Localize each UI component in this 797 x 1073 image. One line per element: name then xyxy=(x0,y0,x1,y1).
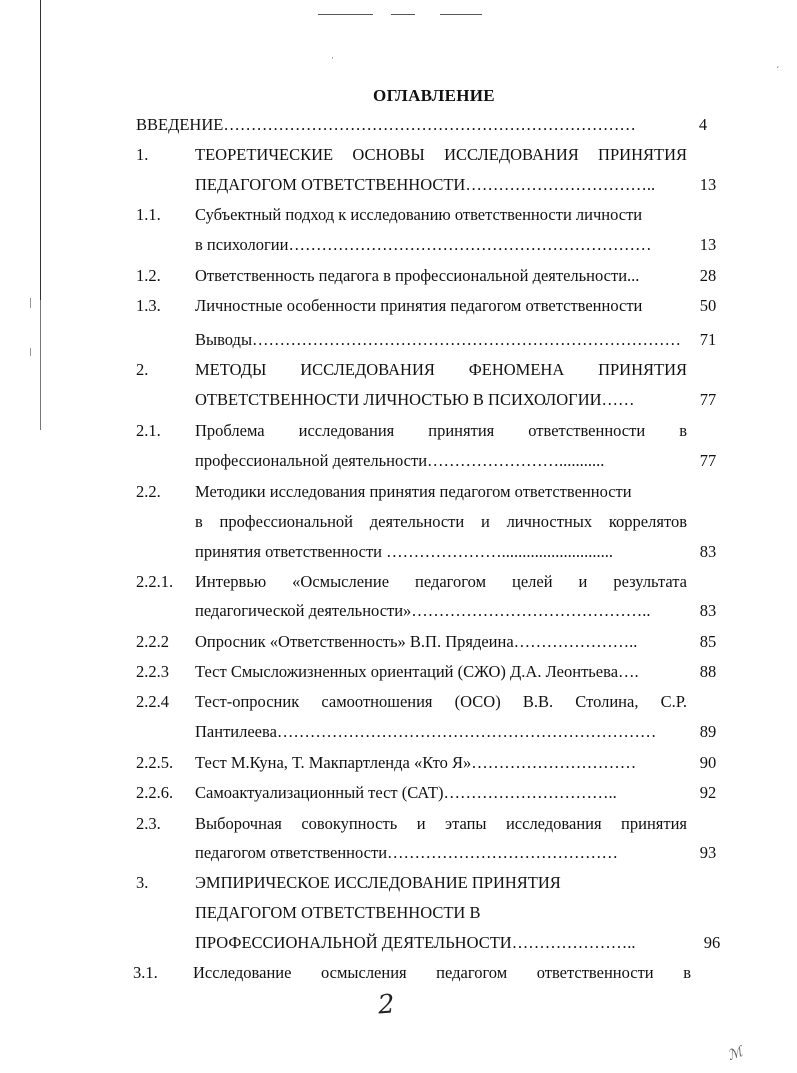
toc-section-number: 2.1. xyxy=(136,421,161,440)
toc-page-number: 71 xyxy=(699,330,717,349)
toc-page-number: 83 xyxy=(699,542,717,561)
toc-entry-text: Тест-опросник самоотношения (ОСО) В.В. Столина, С.Р. xyxy=(195,692,687,711)
toc-entry-text: Методики исследования принятия педагогом ответственности xyxy=(195,482,632,501)
toc-entry-text: принятия ответственности …………………........................... xyxy=(195,542,613,561)
toc-entry-text: Выводы…………………………………………………………………… xyxy=(195,330,682,349)
toc-entry-text: Тест Смысложизненных ориентаций (СЖО) Д.А. Леонтьева…. xyxy=(195,662,639,681)
toc-section-number: 2. xyxy=(136,360,149,379)
toc-entry-text: профессиональной деятельности……………………........... xyxy=(195,451,605,470)
toc-entry-text: Проблема исследования принятия ответственности в xyxy=(195,421,687,440)
toc-entry-text: Личностные особенности принятия педагогом ответственности xyxy=(195,296,643,315)
toc-section-number: 1.1. xyxy=(136,205,161,224)
toc-section-number: 2.2.2 xyxy=(136,632,169,651)
toc-entry-text: Тест М.Куна, Т. Макпартленда «Кто Я»………………………… xyxy=(195,753,637,772)
toc-entry-text: ПРОФЕССИОНАЛЬНОЙ ДЕЯТЕЛЬНОСТИ………………….. xyxy=(195,933,636,952)
toc-entry-text: ТЕОРЕТИЧЕСКИЕ ОСНОВЫ ИССЛЕДОВАНИЯ ПРИНЯТИЯ xyxy=(195,145,687,164)
toc-page-number: 77 xyxy=(699,451,717,470)
toc-entry-text: Ответственность педагога в профессиональной деятельности... xyxy=(195,266,640,285)
corner-pencil-mark: ℳ xyxy=(725,1044,746,1065)
toc-entry-text: Опросник «Ответственность» В.П. Прядеина………………….. xyxy=(195,632,638,651)
toc-page-number: 13 xyxy=(699,235,717,254)
toc-entry-text: Выборочная совокупность и этапы исследования принятия xyxy=(195,814,687,833)
toc-section-number: 2.2.3 xyxy=(136,662,169,681)
toc-entry-text: ПЕДАГОГОМ ОТВЕТСТВЕННОСТИ В xyxy=(195,903,481,922)
toc-section-number: 1. xyxy=(136,145,149,164)
toc-entry-text: педагогом ответственности…………………………………… xyxy=(195,843,619,862)
toc-entry-text: Самоактуализационный тест (САТ)………………………….. xyxy=(195,783,617,802)
toc-entry-text: МЕТОДЫ ИССЛЕДОВАНИЯ ФЕНОМЕНА ПРИНЯТИЯ xyxy=(195,360,687,379)
handwritten-page-number: 2 xyxy=(376,989,396,1021)
toc-entry-text: ОТВЕТСТВЕННОСТИ ЛИЧНОСТЬЮ В ПСИХОЛОГИИ…… xyxy=(195,390,635,409)
scan-speck: ˌ xyxy=(331,48,335,59)
toc-page-number: 89 xyxy=(699,722,717,741)
toc-entry-text: Субъектный подход к исследованию ответственности личности xyxy=(195,205,643,224)
toc-entry-text: педагогической деятельности»…………………………………….. xyxy=(195,601,651,620)
toc-section-number: 1.2. xyxy=(136,266,161,285)
toc-page-number: 28 xyxy=(699,266,717,285)
toc-page-number: 50 xyxy=(699,296,717,315)
toc-section-number: 3.1. xyxy=(133,963,158,982)
page-title: ОГЛАВЛЕНИЕ xyxy=(373,86,495,105)
toc-page-number: 92 xyxy=(699,783,717,802)
toc-section-number: 2.2.6. xyxy=(136,783,174,802)
toc-entry-text: в профессиональной деятельности и личностных коррелятов xyxy=(195,512,687,531)
toc-section-number: 2.2. xyxy=(136,482,161,501)
toc-page-number: 4 xyxy=(698,115,708,134)
toc-section-number: 2.2.4 xyxy=(136,692,169,711)
toc-section-number: 2.2.1. xyxy=(136,572,174,591)
toc-entry-text: ПЕДАГОГОМ ОТВЕТСТВЕННОСТИ…………………………….. xyxy=(195,175,656,194)
toc-entry-text: Пантилеева…………………………………………………………… xyxy=(195,722,657,741)
toc-section-number: 3. xyxy=(136,873,149,892)
toc-page-number: 93 xyxy=(699,843,717,862)
toc-entry-text: ЭМПИРИЧЕСКОЕ ИССЛЕДОВАНИЕ ПРИНЯТИЯ xyxy=(195,873,561,892)
toc-page-number: 88 xyxy=(699,662,717,681)
toc-page-number: 85 xyxy=(699,632,717,651)
toc-section-number: 2.2.5. xyxy=(136,753,174,772)
toc-section-number: 2.3. xyxy=(136,814,161,833)
toc-page-number: 77 xyxy=(699,390,717,409)
scan-speck: ˊ xyxy=(776,66,780,77)
toc-page-number: 13 xyxy=(699,175,717,194)
toc-page-number: 83 xyxy=(699,601,717,620)
toc-page-number: 90 xyxy=(699,753,717,772)
toc-entry-text: Интервью «Осмысление педагогом целей и результата xyxy=(195,572,687,591)
toc-entry-text: ВВЕДЕНИЕ………………………………………………………………… xyxy=(136,115,636,134)
toc-section-number: 1.3. xyxy=(136,296,161,315)
toc-entry-text: Исследование осмысления педагогом ответственности в xyxy=(193,963,691,982)
toc-entry-text: в психологии………………………………………………………… xyxy=(195,235,652,254)
toc-page-number: 96 xyxy=(703,933,721,952)
